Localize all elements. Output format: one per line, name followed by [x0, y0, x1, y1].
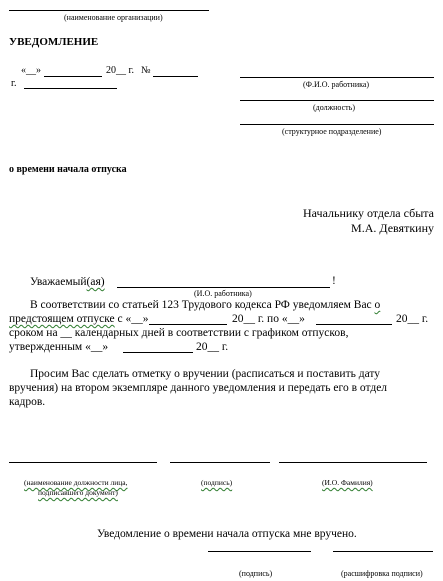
signer-position-caption-2: подписавшего документ) — [38, 488, 118, 497]
schedule-date-line[interactable] — [123, 352, 193, 353]
paragraph1-line2-b: 20__ г. по «__» — [232, 313, 305, 325]
addressee-line-1: Начальнику отдела сбыта — [303, 206, 434, 220]
vacation-start-line[interactable] — [149, 324, 227, 325]
employee-department-line[interactable] — [240, 124, 434, 125]
paragraph1-line4-a: утвержденным «__» — [9, 341, 109, 353]
city-line[interactable] — [24, 88, 117, 89]
employee-position-caption: (должность) — [313, 103, 355, 112]
signer-position-caption-1: (наименование должности лица, — [24, 478, 128, 487]
received-signature-caption: (подпись) — [239, 569, 273, 578]
greeting-fio-line[interactable] — [117, 287, 330, 288]
signer-name-caption: (И.О. Фамилия) — [322, 478, 373, 487]
employee-department-caption: (структурное подразделение) — [282, 127, 382, 136]
signer-signature-caption: (подпись) — [201, 478, 233, 487]
paragraph1-line1: В соответствии со статьей 123 Трудового кодекса РФ уведомляем Вас о — [30, 299, 381, 311]
paragraph2-line2: вручения) на втором экземпляре данного уведомления и передать его в отдел — [9, 382, 388, 394]
greeting-fio-caption: (И.О. работника) — [194, 289, 252, 298]
received-decode-line[interactable] — [333, 551, 433, 552]
document-title: УВЕДОМЛЕНИЕ — [9, 36, 99, 48]
org-name-line[interactable] — [9, 10, 209, 11]
number-sign: № — [141, 65, 151, 76]
paragraph1-line2-c: 20__ г. — [396, 313, 429, 325]
signer-name-line[interactable] — [279, 462, 427, 463]
paragraph2-line3: кадров. — [9, 396, 46, 408]
date-year: 20__ г. — [106, 65, 134, 76]
paragraph1-line2-a: предстоящем отпуске с «__» — [9, 313, 149, 325]
signer-position-line[interactable] — [9, 462, 157, 463]
employee-fio-caption: (Ф.И.О. работника) — [303, 80, 370, 89]
received-text: Уведомление о времени начала отпуска мне вручено. — [97, 528, 357, 540]
org-name-caption: (наименование организации) — [64, 13, 163, 22]
paragraph1-line4-b: 20__ г. — [196, 341, 229, 353]
paragraph1-line3: сроком на __ календарных дней в соответствии с графиком отпусков, — [9, 327, 349, 339]
signer-signature-line[interactable] — [170, 462, 270, 463]
greeting-text: Уважаемый(ая) — [30, 276, 105, 288]
employee-fio-line[interactable] — [240, 77, 434, 78]
greeting-exclamation: ! — [332, 275, 336, 287]
paragraph2-line1: Просим Вас сделать отметку о вручении (расписаться и поставить дату — [30, 368, 381, 380]
date-open-quote: «__» — [21, 65, 41, 76]
received-signature-line[interactable] — [208, 551, 311, 552]
employee-position-line[interactable] — [240, 100, 434, 101]
vacation-end-line[interactable] — [316, 324, 392, 325]
date-month-line[interactable] — [44, 76, 102, 77]
city-prefix: г. — [11, 78, 17, 89]
number-line[interactable] — [153, 76, 198, 77]
addressee-line-2: М.А. Девяткину — [351, 221, 434, 235]
received-decode-caption: (расшифровка подписи) — [341, 569, 423, 578]
document-subject: о времени начала отпуска — [9, 164, 127, 175]
